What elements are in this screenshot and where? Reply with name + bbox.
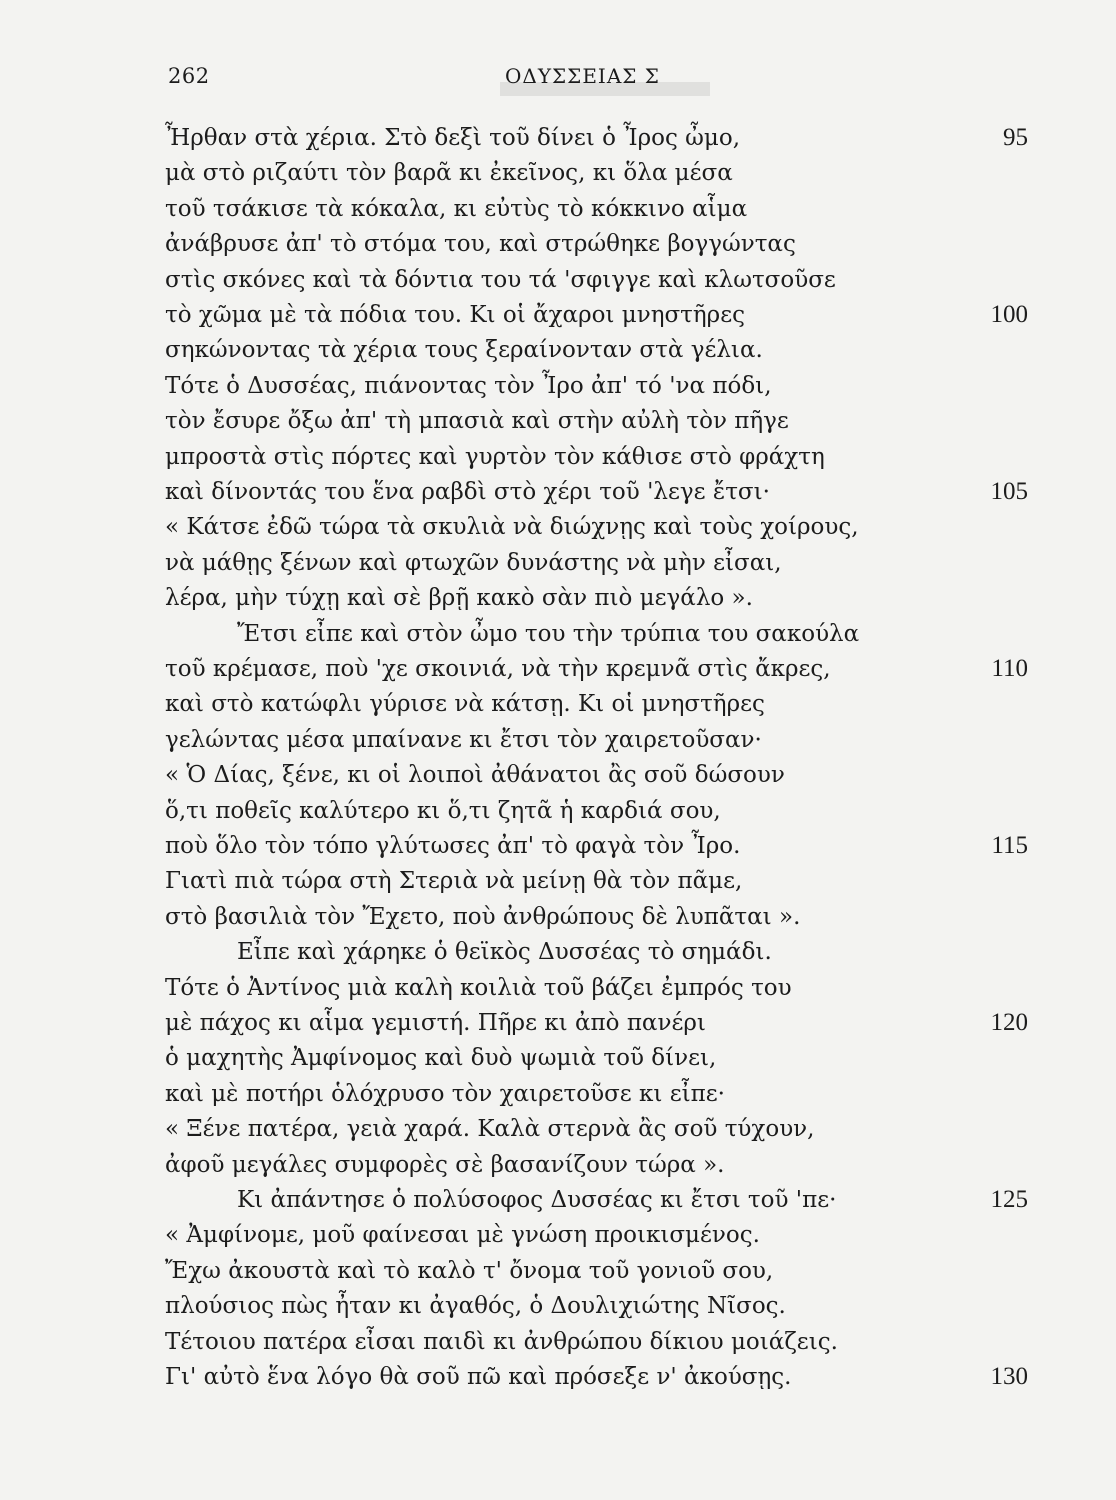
verse-line: πλούσιος πὼς ἦταν κι ἀγαθός, ὁ Δουλιχιώτης Νῖσος. [165,1293,786,1319]
verse-line: Κι ἀπάντησε ὁ πολύσοφος Δυσσέας κι ἔτσι τοῦ 'πε· [237,1187,837,1213]
line-number: 100 [990,301,1028,328]
verse-line: στὸ βασιλιὰ τὸν Ἔχετο, ποὺ ἀνθρώπους δὲ λυπᾶται ». [165,904,801,930]
verse-line: Τέτοιου πατέρα εἶσαι παιδὶ κι ἀνθρώπου δίκιου μοιάζεις. [165,1329,838,1355]
running-head: ΟΔΥΣΣΕΙΑΣ Σ [505,64,660,88]
verse-line: Εἶπε καὶ χάρηκε ὁ θεϊκὸς Δυσσέας τὸ σημάδι. [237,939,772,965]
line-number: 105 [990,478,1028,505]
verse-line: μὲ πάχος κι αἷμα γεμιστή. Πῆρε κι ἀπὸ πανέρι [165,1010,706,1036]
verse-line: καὶ δίνοντάς του ἕνα ραβδὶ στὸ χέρι τοῦ 'λεγε ἔτσι· [165,479,770,505]
line-number: 125 [990,1186,1028,1213]
verse-line: Γιατὶ πιὰ τώρα στὴ Στεριὰ νὰ μείνῃ θὰ τὸν πᾶμε, [165,868,743,894]
line-number: 110 [991,655,1028,682]
verse-line: ὅ,τι ποθεῖς καλύτερο κι ὅ,τι ζητᾶ ἡ καρδιά σου, [165,798,721,824]
page-number: 262 [168,64,210,88]
verse-line: « Ξένε πατέρα, γειὰ χαρά. Καλὰ στερνὰ ἂς σοῦ τύχουν, [165,1116,815,1142]
verse-line: τοῦ τσάκισε τὰ κόκαλα, κι εὐτὺς τὸ κόκκινο αἷμα [165,196,748,222]
verse-line: Ἦρθαν στὰ χέρια. Στὸ δεξὶ τοῦ δίνει ὁ Ἶρος ὦμο, [165,125,741,151]
verse-line: νὰ μάθῃς ξένων καὶ φτωχῶν δυνάστης νὰ μὴν εἶσαι, [165,550,782,576]
verse-line: Τότε ὁ Δυσσέας, πιάνοντας τὸν Ἶρο ἀπ' τό 'να πόδι, [165,373,772,399]
verse-line: σηκώνοντας τὰ χέρια τους ξεραίνονταν στὰ γέλια. [165,337,763,363]
verse-line: μὰ στὸ ριζαύτι τὸν βαρᾶ κι ἐκεῖνος, κι ὅλα μέσα [165,160,733,186]
verse-line: Γι' αὐτὸ ἕνα λόγο θὰ σοῦ πῶ καὶ πρόσεξε ν' ἀκούσῃς. [165,1364,792,1390]
verse-line: καὶ στὸ κατώφλι γύρισε νὰ κάτσῃ. Κι οἱ μνηστῆρες [165,691,765,717]
verse-line: γελώντας μέσα μπαίνανε κι ἔτσι τὸν χαιρετοῦσαν· [165,727,762,753]
line-number: 120 [990,1009,1028,1036]
verse-line: μπροστὰ στὶς πόρτες καὶ γυρτὸν τὸν κάθισε στὸ φράχτη [165,444,825,470]
verse-line: λέρα, μὴν τύχῃ καὶ σὲ βρῇ κακὸ σὰν πιὸ μεγάλο ». [165,585,753,611]
line-number: 95 [1003,124,1028,151]
verse-line: τοῦ κρέμασε, ποὺ 'χε σκοινιά, νὰ τὴν κρεμνᾶ στὶς ἄκρες, [165,656,831,682]
verse-line: « Ὁ Δίας, ξένε, κι οἱ λοιποὶ ἀθάνατοι ἂς σοῦ δώσουν [165,762,785,788]
verse-line: « Κάτσε ἐδῶ τώρα τὰ σκυλιὰ νὰ διώχνῃς καὶ τοὺς χοίρους, [165,514,859,540]
verse-line: ἀφοῦ μεγάλες συμφορὲς σὲ βασανίζουν τώρα ». [165,1152,725,1178]
verse-line: Ἔχω ἀκουστὰ καὶ τὸ καλὸ τ' ὄνομα τοῦ γονιοῦ σου, [165,1258,774,1284]
verse-line: Ἔτσι εἶπε καὶ στὸν ὦμο του τὴν τρύπια του σακούλα [237,621,860,647]
verse-line: τὸν ἔσυρε ὄξω ἀπ' τὴ μπασιὰ καὶ στὴν αὐλὴ τὸν πῆγε [165,408,789,434]
verse-line: τὸ χῶμα μὲ τὰ πόδια του. Κι οἱ ἄχαροι μνηστῆρες [165,302,745,328]
verse-line: ἀνάβρυσε ἀπ' τὸ στόμα του, καὶ στρώθηκε βογγώντας [165,231,796,257]
verse-line: στὶς σκόνες καὶ τὰ δόντια του τά 'σφιγγε καὶ κλωτσοῦσε [165,267,836,293]
verse-line: ὁ μαχητὴς Ἀμφίνομος καὶ δυὸ ψωμιὰ τοῦ δίνει, [165,1045,717,1071]
line-number: 115 [991,832,1028,859]
verse-line: καὶ μὲ ποτήρι ὁλόχρυσο τὸν χαιρετοῦσε κι εἶπε· [165,1081,725,1107]
verse-line: ποὺ ὅλο τὸν τόπο γλύτωσες ἀπ' τὸ φαγὰ τὸν Ἶρο. [165,833,741,859]
verse-line: « Ἀμφίνομε, μοῦ φαίνεσαι μὲ γνώση προικισμένος. [165,1222,760,1248]
verse-line: Τότε ὁ Ἀντίνος μιὰ καλὴ κοιλιὰ τοῦ βάζει ἐμπρός του [165,975,792,1001]
line-number: 130 [990,1363,1028,1390]
